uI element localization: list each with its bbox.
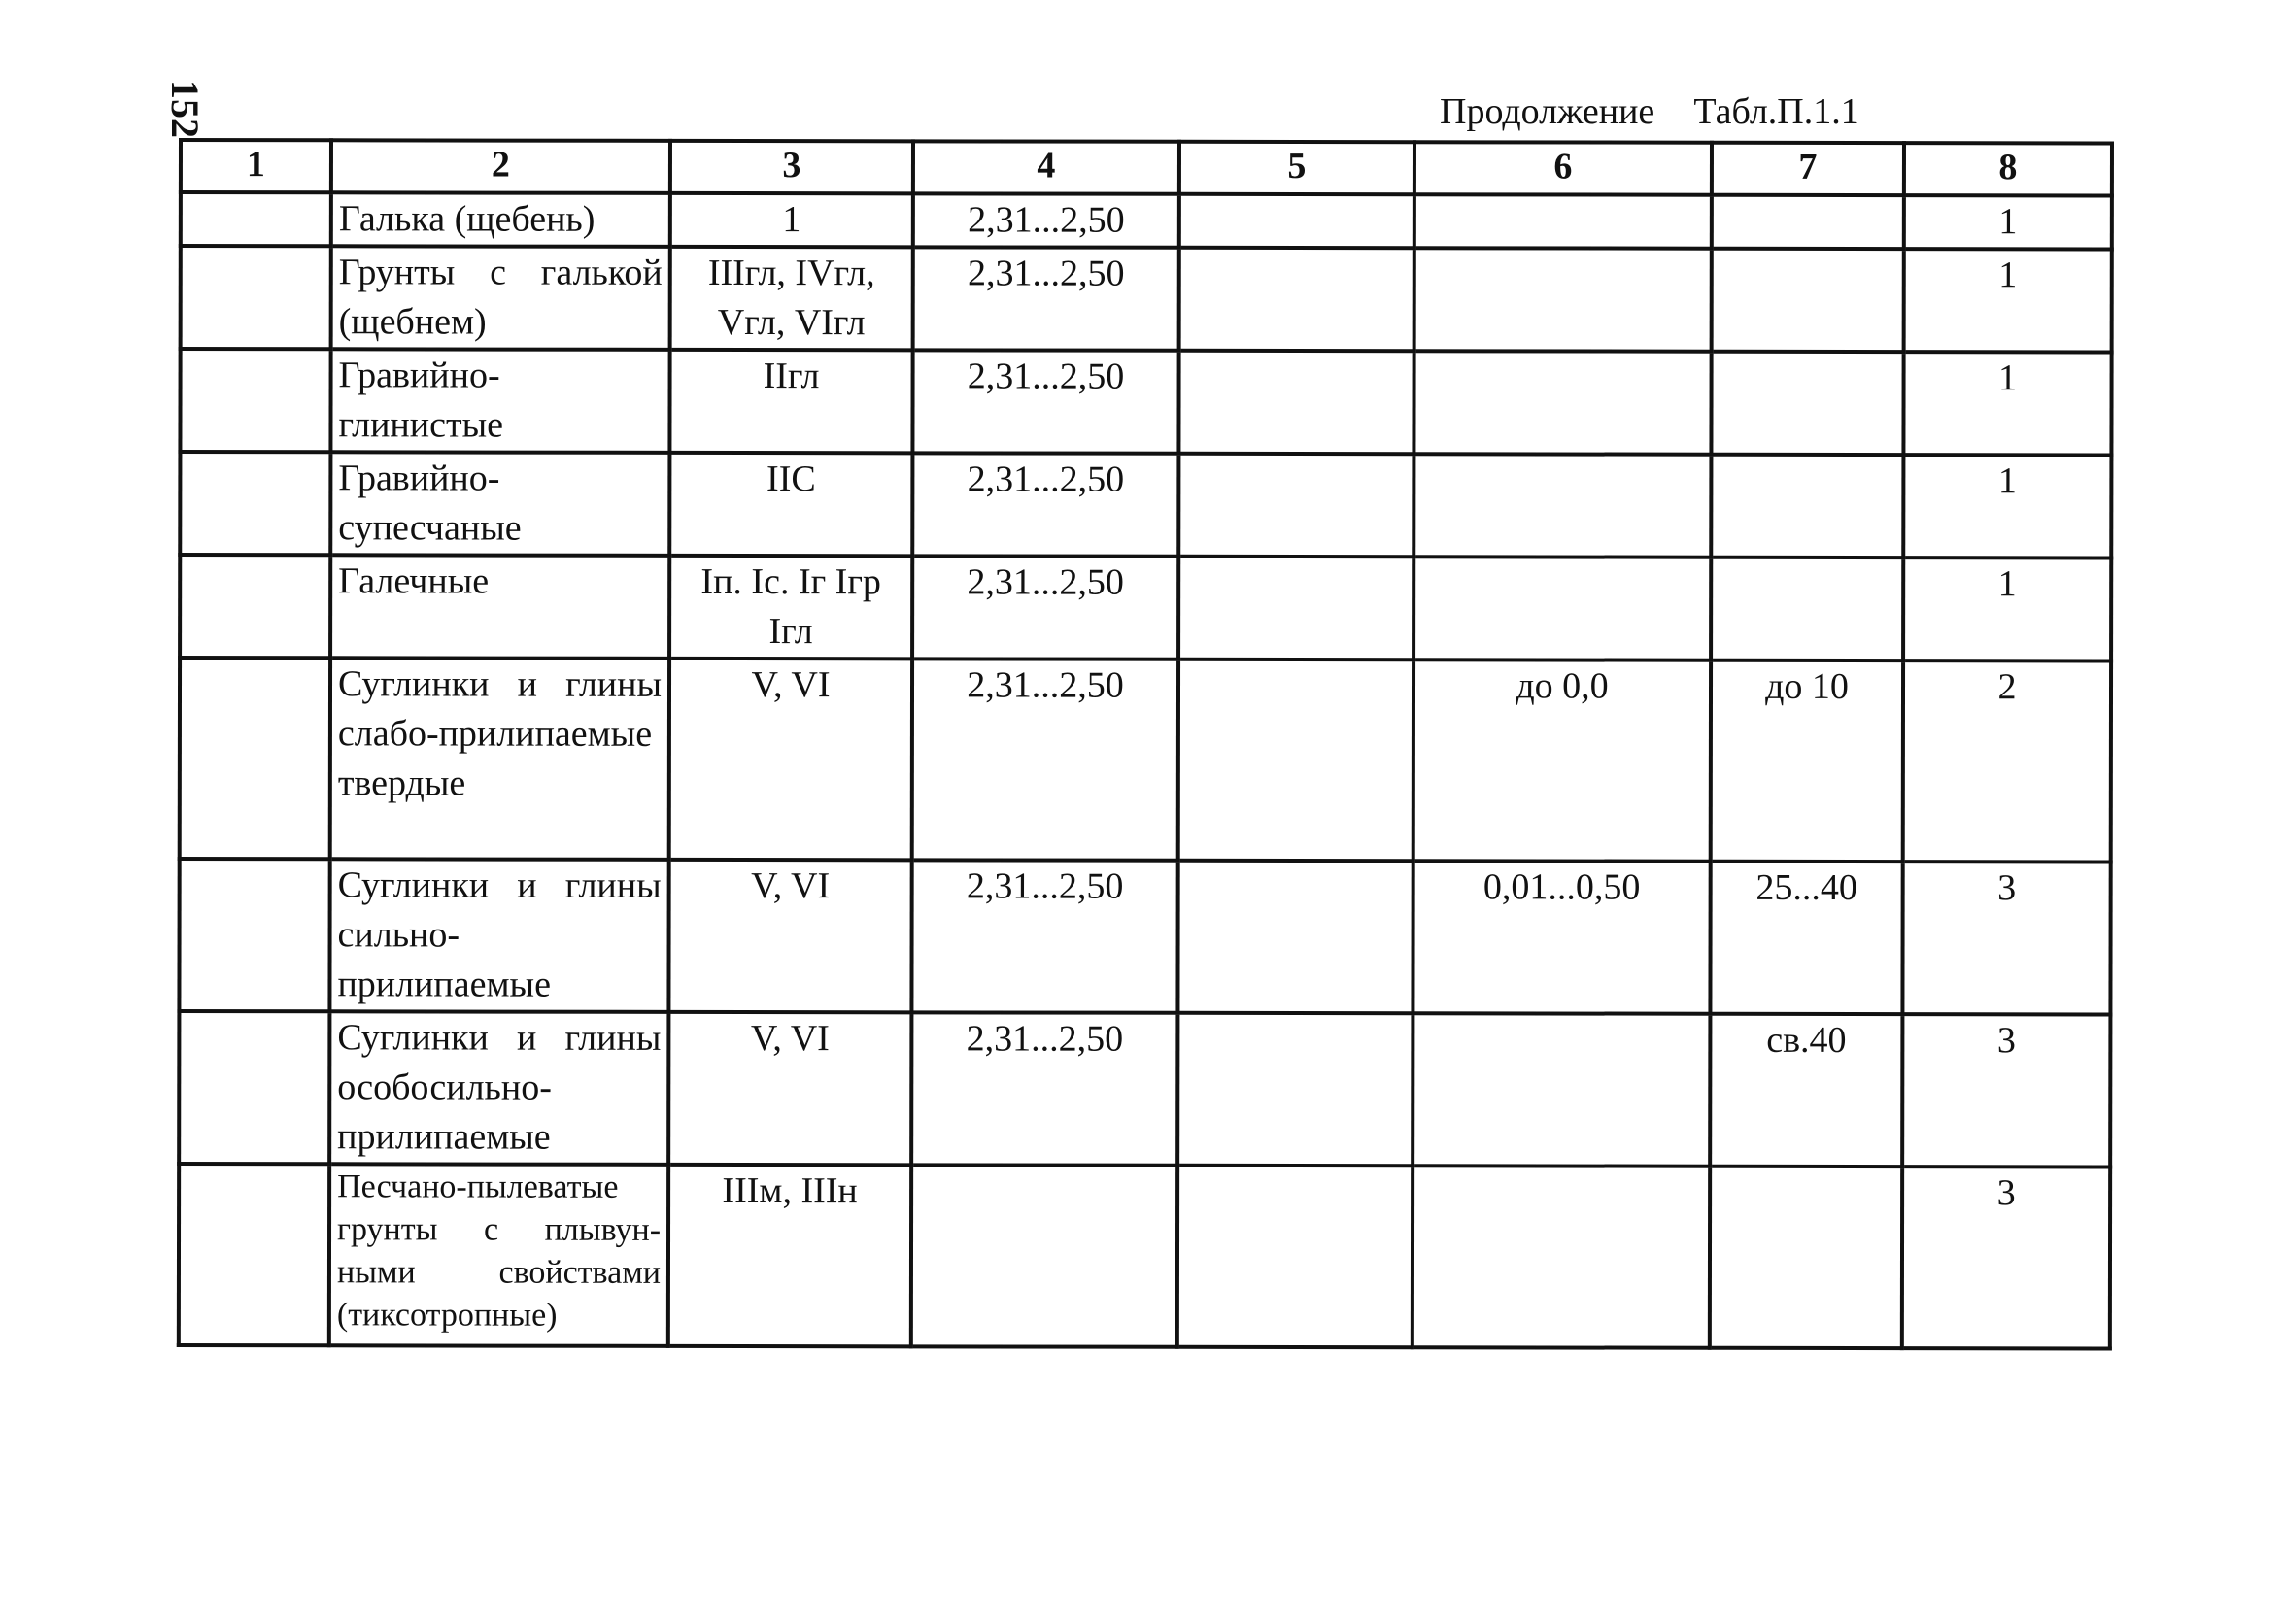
header-cell: 6 xyxy=(1414,142,1712,195)
table-row xyxy=(180,555,2111,660)
table-cell xyxy=(911,1165,1177,1346)
table-cell: Iп. Ic. Iг Iгр Iгл xyxy=(669,556,912,659)
table-cell xyxy=(1178,454,1413,557)
table-cell xyxy=(1414,248,1712,352)
table-cell: 2,31...2,50 xyxy=(912,453,1178,556)
table-caption xyxy=(1440,89,1859,134)
page-number: 152 xyxy=(163,80,207,138)
table-cell xyxy=(1177,1013,1413,1166)
table-cell: IIC xyxy=(669,453,912,556)
table-cell xyxy=(180,349,330,452)
table-cell xyxy=(1711,352,1903,455)
table-row xyxy=(179,1164,2110,1348)
table-cell: 2 xyxy=(1903,660,2111,862)
table-cell xyxy=(1711,558,1903,660)
header-cell: 7 xyxy=(1712,143,1904,195)
header-cell: 1 xyxy=(181,140,331,192)
table-cell: V, VI xyxy=(669,659,912,860)
table-cell xyxy=(1177,861,1413,1013)
soil-name-cell: Суглинки и глины особосильно-прилипаемые xyxy=(329,1011,668,1165)
table-cell xyxy=(180,452,330,555)
table-cell: 2,31...2,50 xyxy=(912,556,1178,659)
table-cell: 1 xyxy=(1903,352,2111,455)
table-cell xyxy=(1413,454,1711,558)
table-cell xyxy=(1413,351,1711,455)
table-cell: 0,01...0,50 xyxy=(1413,861,1710,1014)
table-cell xyxy=(181,246,331,349)
table-row xyxy=(180,452,2111,558)
header-cell: 8 xyxy=(1904,143,2112,195)
table-cell: 2,31...2,50 xyxy=(913,193,1179,247)
table-cell xyxy=(179,1011,329,1164)
table-row xyxy=(180,349,2111,455)
soil-name-cell: Галька (щебень) xyxy=(331,192,670,247)
header-row xyxy=(181,140,2112,195)
header-cell: 5 xyxy=(1179,142,1414,194)
table-cell xyxy=(1413,557,1711,660)
table-cell xyxy=(1179,248,1414,351)
table-cell: 1 xyxy=(1903,558,2111,660)
table-cell xyxy=(1179,194,1414,248)
table-cell xyxy=(1711,455,1903,558)
table-cell: V, VI xyxy=(668,1012,911,1165)
table-cell: 1 xyxy=(670,193,913,247)
table-cell: 25...40 xyxy=(1710,862,1902,1014)
table-cell xyxy=(179,1164,329,1345)
soil-name-cell: Суглинки и глины слабо-прилипаемые твердые xyxy=(330,658,669,860)
soil-table-container xyxy=(177,138,2110,1350)
table-row xyxy=(179,859,2110,1014)
table-cell xyxy=(1178,660,1413,861)
table-cell: 1 xyxy=(1904,249,2112,352)
soil-name-cell: Гравийно-глинистые xyxy=(330,349,669,453)
header-cell: 3 xyxy=(670,141,913,193)
table-row xyxy=(181,246,2112,352)
header-cell: 2 xyxy=(331,140,670,193)
soil-name-cell: Галечные xyxy=(330,555,669,659)
table-cell: 2,31...2,50 xyxy=(911,860,1177,1012)
soil-name-cell: Суглинки и глины сильно-прилипаемые xyxy=(329,859,668,1012)
table-cell xyxy=(180,658,330,859)
table-cell xyxy=(181,192,331,246)
table-cell: 3 xyxy=(1902,1167,2110,1348)
table-cell: 3 xyxy=(1902,862,2110,1014)
table-cell: 1 xyxy=(1903,455,2111,558)
table-row xyxy=(180,658,2111,862)
soil-table xyxy=(177,138,2114,1350)
table-cell xyxy=(1178,351,1413,454)
table-cell xyxy=(1178,557,1413,660)
table-cell xyxy=(1710,1167,1902,1348)
table-cell: IIIм, IIIн xyxy=(668,1165,911,1346)
table-cell: IIгл xyxy=(669,350,912,453)
soil-name-cell: Грунты с галькой (щебнем) xyxy=(331,246,670,350)
table-cell: 3 xyxy=(1902,1014,2110,1167)
table-cell: IIIгл, IVгл, Vгл, VIгл xyxy=(670,247,913,350)
table-cell xyxy=(1413,1166,1710,1348)
table-cell xyxy=(1413,1013,1710,1167)
table-row xyxy=(179,1011,2110,1167)
table-row xyxy=(181,192,2112,249)
table-cell xyxy=(1414,194,1712,249)
header-cell: 4 xyxy=(913,141,1179,193)
table-cell xyxy=(180,555,330,658)
table-cell: до 0,0 xyxy=(1413,660,1711,862)
table-cell xyxy=(1177,1166,1413,1347)
table-cell xyxy=(1712,195,1904,249)
table-reference: Табл.П.1.1 xyxy=(1693,91,1859,132)
continuation-label: Продолжение xyxy=(1440,91,1655,132)
table-cell: 2,31...2,50 xyxy=(913,247,1179,350)
table-cell: до 10 xyxy=(1711,660,1903,862)
table-cell: св.40 xyxy=(1710,1014,1902,1167)
soil-name-cell: Песчано-пылеватые грунты с плывун-ными свойствами (тиксотропные) xyxy=(329,1164,668,1346)
soil-name-cell: Гравийно-супесчаные xyxy=(330,452,669,556)
table-cell: 2,31...2,50 xyxy=(912,350,1178,453)
table-cell: 2,31...2,50 xyxy=(911,1012,1177,1165)
table-cell xyxy=(179,859,329,1011)
table-cell xyxy=(1712,249,1904,352)
table-cell: 2,31...2,50 xyxy=(912,659,1178,860)
table-cell: 1 xyxy=(1904,195,2112,249)
table-cell: V, VI xyxy=(668,860,911,1012)
